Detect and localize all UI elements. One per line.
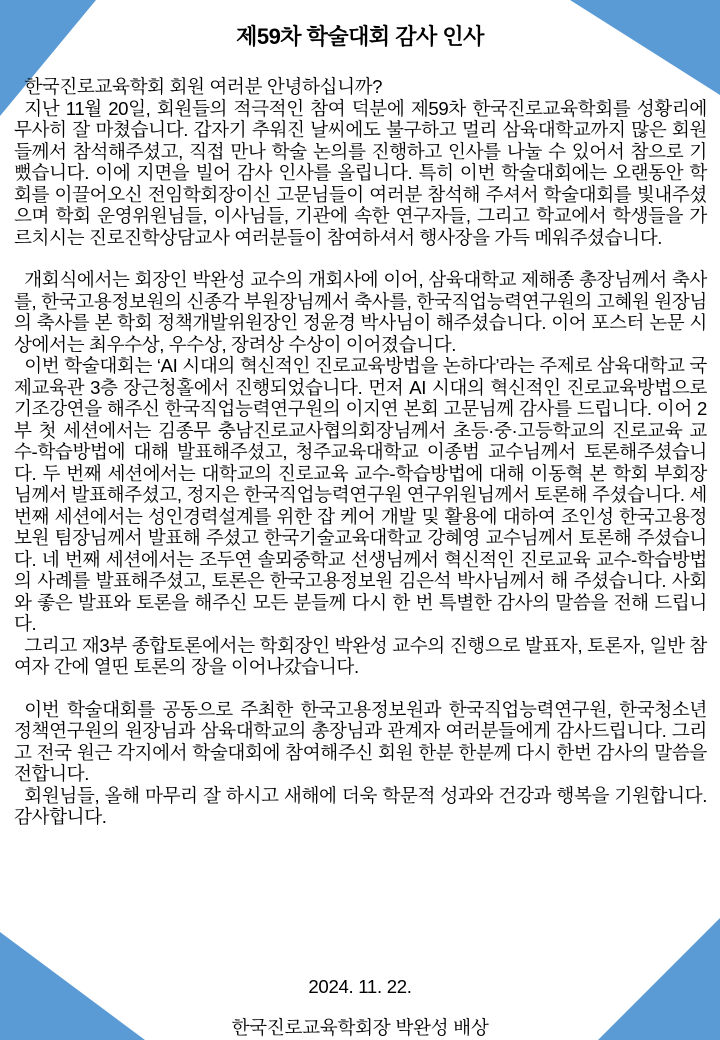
paragraph-farewell: 회원님들, 올해 마무리 잘 하시고 새해에 더욱 학문적 성과와 건강과 행복을 기원합니다. 감사합니다. xyxy=(14,784,707,827)
letter-section-conference-report xyxy=(14,269,707,678)
paragraph-intro: 지난 11월 20일, 회원들의 적극적인 참여 덕분에 제59차 한국진로교육학회를 성황리에 무사히 잘 마쳤습니다. 갑자기 추워진 날씨에도 불구하고 멀리 삼육대학교까지 많은 회원들께서 참석해주셨고, 직접 만나 학술 논의를 진행하고 인사를 나눌 수 있어서 참으로 기뻤습니다. 이에 지면을 빌어 감사 인사를 올립니다. 특히 이번 학술대회에는 오랜동안 학회를 이끌어오신 전임학회장이신 고문님들이 여러분 참석해 주셔서 학술대회를 빛내주셨으며 학회 운영위원님들, 이사님들, 기관에 속한 연구자들, 그리고 학교에서 학생들을 가르치시는 진로진학상담교사 여러분들이 참여하셔서 행사장을 가득 메워주셨습니다. xyxy=(14,97,707,248)
paragraph-sessions: 이번 학술대회는 ‘AI 시대의 혁신적인 진로교육방법을 논하다’라는 주제로 삼육대학교 국제교육관 3층 장근청홀에서 진행되었습니다. 먼저 AI 시대의 혁신적인 진로교육방법으로 기조강연을 해주신 한국직업능력연구원의 이지연 본회 고문님께 감사를 드립니다. 이어 2부 첫 세션에서는 김종무 충남진로교사협의회장님께서 초등·중·고등학교의 진로교육 교수-학습방법에 대해 발표해주셨고, 청주교육대학교 이종범 교수님께서 토론해주셨습니다. 두 번째 세션에서는 대학교의 진로교육 교수-학습방법에 대해 이동혁 본 학회 부회장님께서 발표해주셨고, 정지은 한국직업능력연구원 연구위원님께서 토론해 주셨습니다. 세 번째 세션에서는 성인경력설계를 위한 잡 케어 개발 및 활용에 대하여 조인성 한국고용정보원 팀장님께서 발표해 주셨고 한국기술교육대학교 강혜영 교수님께서 토론해 주셨습니다. 네 번째 세션에서는 조두연 솔뫼중학교 선생님께서 혁신적인 진로교육 교수-학습방법의 사례를 발표해주셨고, 토론은 한국고용정보원 김은석 박사님께서 해 주셨습니다. 사회와 좋은 발표와 토론을 해주신 모든 분들께 다시 한 번 특별한 감사의 말씀을 전해 드립니다. xyxy=(14,355,707,634)
letter-body xyxy=(14,76,707,828)
letter-date: 2024. 11. 22. xyxy=(308,976,412,997)
paragraph-greeting: 한국진로교육학회 회원 여러분 안녕하십니까? xyxy=(24,76,383,97)
letter-section-closing xyxy=(14,699,707,828)
paragraph-general-discussion: 그리고 재3부 종합토론에서는 학회장인 박완성 교수의 진행으로 발표자, 토론자, 일반 참여자 간에 열띤 토론의 장을 이어나갔습니다. xyxy=(14,634,707,677)
paragraph-opening-ceremony: 개회식에서는 회장인 박완성 교수의 개회사에 이어, 삼육대학교 제해종 총장님께서 축사를, 한국고용정보원의 신종각 부원장님께서 축사를, 한국직업능력연구원의 고혜원 원장님의 축사를 본 학회 정책개발위원장인 정윤경 박사님이 해주셨습니다. 이어 포스터 논문 시상에서는 최우수상, 우수상, 장려상 수상이 이어졌습니다. xyxy=(14,269,707,355)
page-title: 제59차 학술대회 감사 인사 xyxy=(236,24,484,49)
paragraph-cohost-thanks: 이번 학술대회를 공동으로 주최한 한국고용정보원과 한국직업능력연구원, 한국청소년정책연구원의 원장님과 삼육대학교의 총장님과 관계자 여러분들에게 감사드립니다. 그리고 전국 원근 각지에서 학술대회에 참여해주신 회원 한분 한분께 다시 한번 감사의 말씀을 전합니다. xyxy=(14,698,707,784)
letter-section-greeting xyxy=(14,76,707,248)
signature: 한국진로교육학회장 박완성 배상 xyxy=(231,1017,489,1038)
